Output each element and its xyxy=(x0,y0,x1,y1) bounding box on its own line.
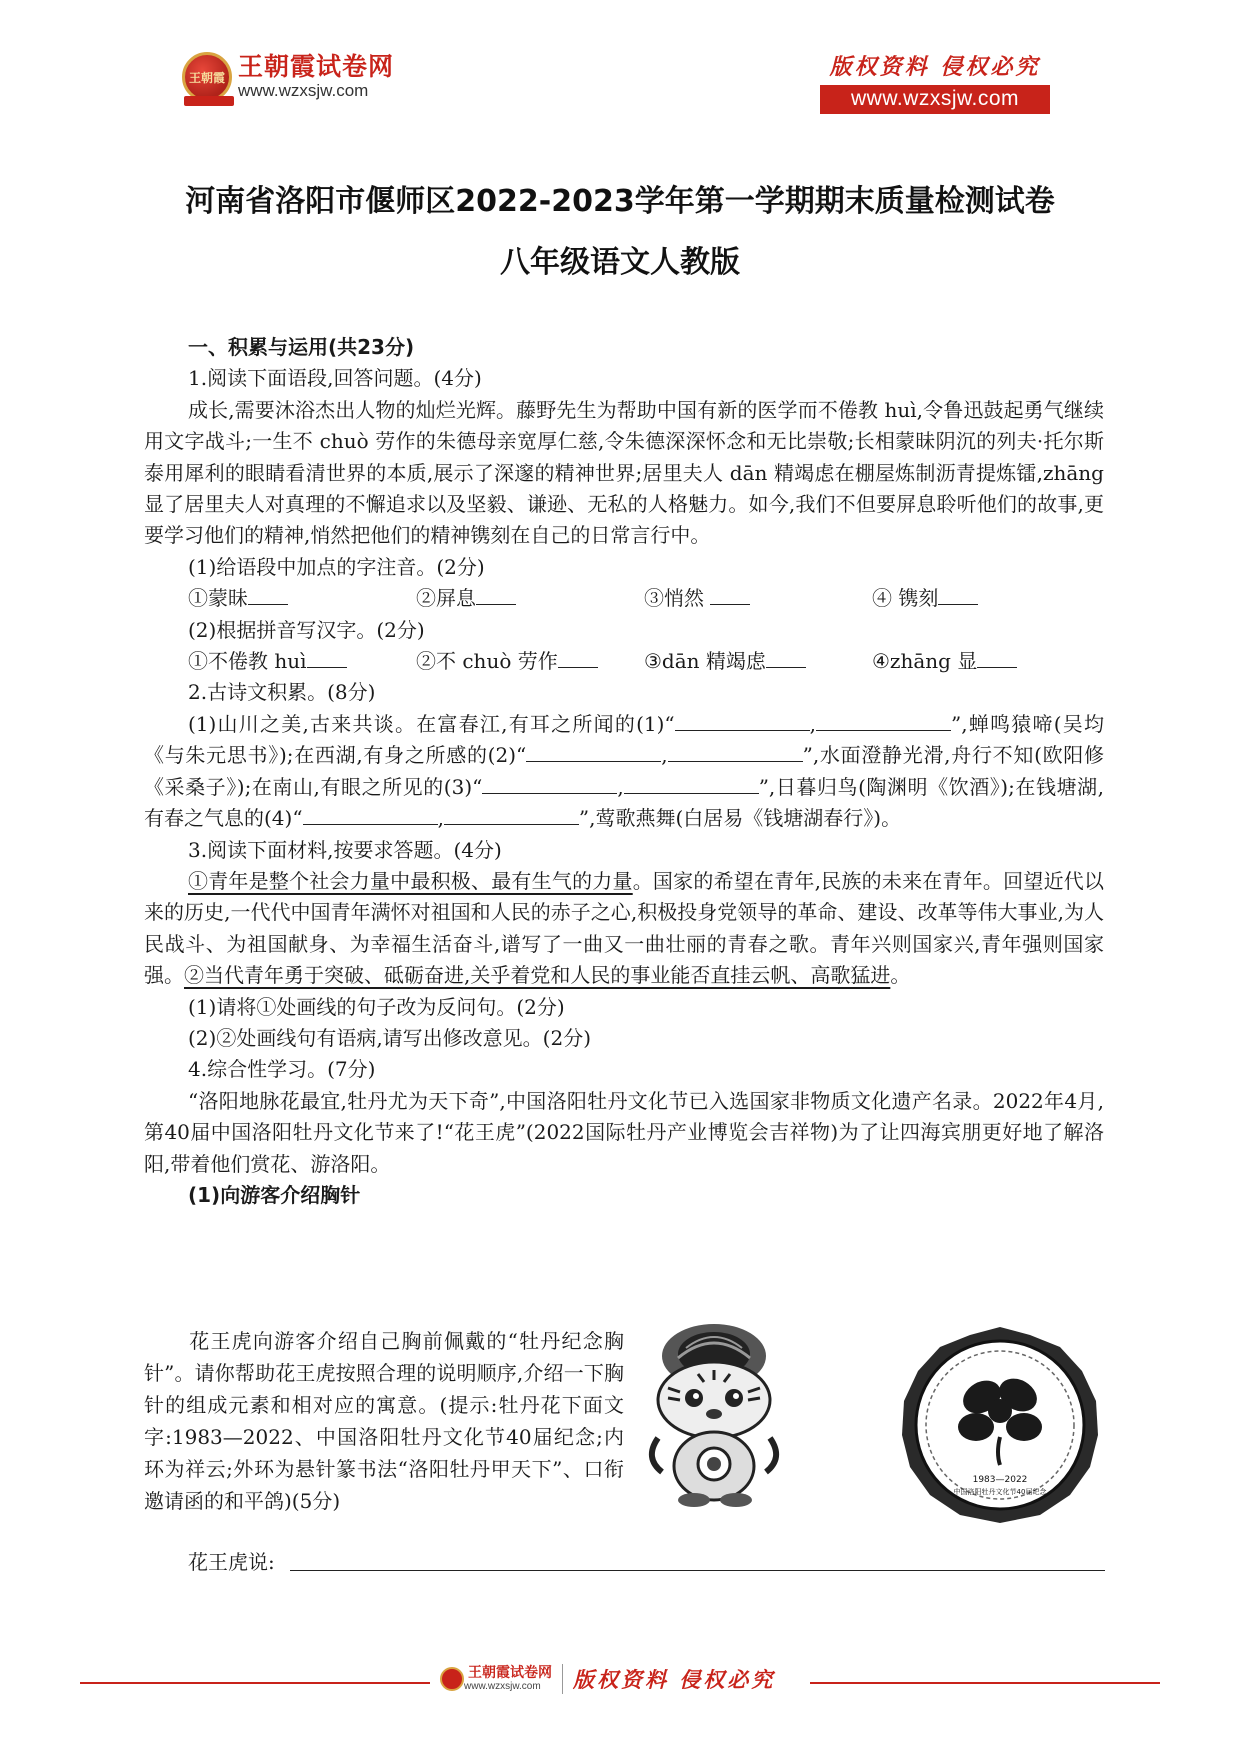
answer-blank[interactable] xyxy=(938,583,978,605)
q3-passage: ①青年是整个社会力量中最积极、最有生气的力量。国家的希望在青年,民族的未来在青年。回望近代以来的历史,一代代中国青年满怀对祖国和人民的赤子之心,积极投身党领导的革命、建设、改革等伟大事业,为人民战斗、为祖国献身、为幸福生活奋斗,谱写了一曲又一曲壮丽的青春之歌。青年兴则国家兴,青年强则国家强。②当代青年勇于突破、砥砺奋进,关乎着党和人民的事业能否直挂云帆、高歌猛进。 xyxy=(144,868,1105,988)
peony-brooch-image xyxy=(900,1325,1100,1525)
q3-underline-1: ①青年是整个社会力量中最积极、最有生气的力量 xyxy=(188,868,633,893)
footer-seal-icon xyxy=(440,1667,464,1691)
tiger-mascot-icon xyxy=(628,1318,800,1508)
badge-text: 中国洛阳牡丹文化节40届纪念 xyxy=(953,1488,1047,1496)
q1-passage: 成长,需要沐浴杰出人物的灿烂光辉。藤野先生为帮助中国有新的医学而不倦教 huì,令鲁迅鼓起勇气继续用文字战斗;一生不 chuò 劳作的朱德母亲宽厚仁慈,令朱德深深怀念和无比崇敬;长相蒙昧阴沉的列夫·托尔斯泰用犀利的眼睛看清世界的本质,展示了深邃的精神世界;居里夫人 dān 精竭虑在棚屋炼制沥青提炼镭,zhāng 显了居里夫人对真理的不懈追求以及坚毅、谦逊、无私的人格魅力。如今,我们不但要屏息聆听他们的故事,更要学习他们的精神,悄然把他们的精神镌刻在自己的日常言行中。 xyxy=(144,397,1104,548)
footer-logo-name: 王朝霞试卷网 xyxy=(468,1665,552,1681)
answer-blank[interactable] xyxy=(248,583,288,605)
q3-sub2: (2)②处画线句有语病,请写出修改意见。(2分) xyxy=(188,1025,592,1050)
logo-url: www.wzxsjw.com xyxy=(238,81,369,100)
answer-blank[interactable] xyxy=(668,740,803,762)
answer-blank[interactable] xyxy=(624,772,759,794)
logo-ribbon xyxy=(184,96,234,106)
answer-line[interactable] xyxy=(290,1570,1105,1571)
footer-divider-right xyxy=(810,1682,1160,1684)
q1-sub2-item: ④zhāng 显 xyxy=(872,646,1017,677)
footer-url[interactable]: www.wzxsjw.com xyxy=(464,1681,541,1692)
q1-sub1-item: ③悄然 xyxy=(644,583,872,614)
q1-stem: 1.阅读下面语段,回答问题。(4分) xyxy=(188,366,482,391)
q1-sub2-item: ②不 chuò 劳作 xyxy=(416,646,644,677)
q4-sub1-text: 花王虎向游客介绍自己胸前佩戴的“牡丹纪念胸针”。请你帮助花王虎按照合理的说明顺序,介绍一下胸针的组成元素和相对应的寓意。(提示:牡丹花下面文字:1983—2022、中国洛阳牡丹文化节40届纪念;内环为祥云;外环为悬针篆书法“洛阳牡丹甲天下”、口衔邀请函的和平鸽)(5分) xyxy=(144,1329,624,1513)
q1-sub1-item: ④ 镌刻 xyxy=(872,583,978,614)
q3-underline-2: ②当代青年勇于突破、砥砺奋进,关乎着党和人民的事业能否直挂云帆、高歌猛进 xyxy=(184,963,891,988)
answer-blank[interactable] xyxy=(526,740,661,762)
answer-blank[interactable] xyxy=(710,583,750,605)
header-copyright: 版权资料 侵权必究 xyxy=(829,54,1041,80)
answer-blank[interactable] xyxy=(482,772,617,794)
q4-stem: 4.综合性学习。(7分) xyxy=(188,1057,376,1082)
answer-blank[interactable] xyxy=(444,803,579,825)
q3-stem: 3.阅读下面材料,按要求答题。(4分) xyxy=(188,837,502,862)
site-logo xyxy=(182,52,394,102)
q1-sub1-items xyxy=(144,583,1104,614)
footer-separator xyxy=(562,1664,563,1694)
answer-prompt: 花王虎说: xyxy=(188,1550,275,1574)
answer-blank[interactable] xyxy=(766,646,806,668)
q1-sub2-item: ①不倦教 huì xyxy=(188,646,416,677)
q1-sub1-item: ①蒙昧 xyxy=(188,583,416,614)
header-copyright-block xyxy=(820,50,1050,114)
answer-blank[interactable] xyxy=(977,646,1017,668)
q1-sub2: (2)根据拼音写汉字。(2分) xyxy=(188,617,425,642)
q1-sub2-item: ③dān 精竭虑 xyxy=(644,646,872,677)
q1-sub1-item: ②屏息 xyxy=(416,583,644,614)
q1-sub1: (1)给语段中加点的字注音。(2分) xyxy=(188,554,485,579)
q4-sub1-title: (1)向游客介绍胸针 xyxy=(188,1182,361,1207)
badge-years: 1983—2022 xyxy=(972,1475,1028,1485)
answer-blank[interactable] xyxy=(307,646,347,668)
section-heading: 一、积累与运用(共23分) xyxy=(188,335,415,359)
footer xyxy=(440,1664,775,1694)
q2-stem: 2.古诗文积累。(8分) xyxy=(188,680,376,705)
logo-name: 王朝霞试卷网 xyxy=(238,52,395,81)
header-url[interactable]: www.wzxsjw.com xyxy=(820,85,1050,114)
answer-blank[interactable] xyxy=(816,709,951,731)
q1-sub2-items xyxy=(144,646,1104,677)
logo-seal-icon xyxy=(182,52,232,102)
footer-divider-left xyxy=(80,1682,430,1684)
q3-sub1: (1)请将①处画线的句子改为反问句。(2分) xyxy=(188,994,565,1019)
q4-intro: “洛阳地脉花最宜,牡丹尤为天下奇”,中国洛阳牡丹文化节已入选国家非物质文化遗产名录。2022年4月,第40届中国洛阳牡丹文化节来了!“花王虎”(2022国际牡丹产业博览会吉祥物)为了让四海宾朋更好地了解洛阳,带着他们赏花、游洛阳。 xyxy=(144,1088,1104,1176)
exam-subtitle: 八年级语文人教版 xyxy=(500,245,740,280)
exam-title: 河南省洛阳市偃师区2022-2023学年第一学期期末质量检测试卷 xyxy=(185,184,1055,219)
answer-blank[interactable] xyxy=(558,646,598,668)
q2-passage: (1)山川之美,古来共谈。在富春江,有耳之所闻的(1)“ , ”,蝉鸣猿啼(吴均《与朱元思书》);在西湖,有身之所感的(2)“ , ”,水面澄静光滑,舟行不知(欧阳修《采桑子》);在南山,有眼之所见的(3)“ , ”,日暮归鸟(陶渊明《饮酒》);在钱塘湖,有春之气息的(4)“ , ”,莺歌燕舞(白居易《钱塘湖春行》)。 xyxy=(144,709,1104,835)
footer-copyright: 版权资料 侵权必究 xyxy=(573,1667,776,1692)
answer-blank[interactable] xyxy=(476,583,516,605)
exam-content xyxy=(144,332,1104,1211)
answer-blank[interactable] xyxy=(303,803,438,825)
logo-seal-text: 王朝霞 xyxy=(188,70,225,85)
answer-blank[interactable] xyxy=(675,709,810,731)
